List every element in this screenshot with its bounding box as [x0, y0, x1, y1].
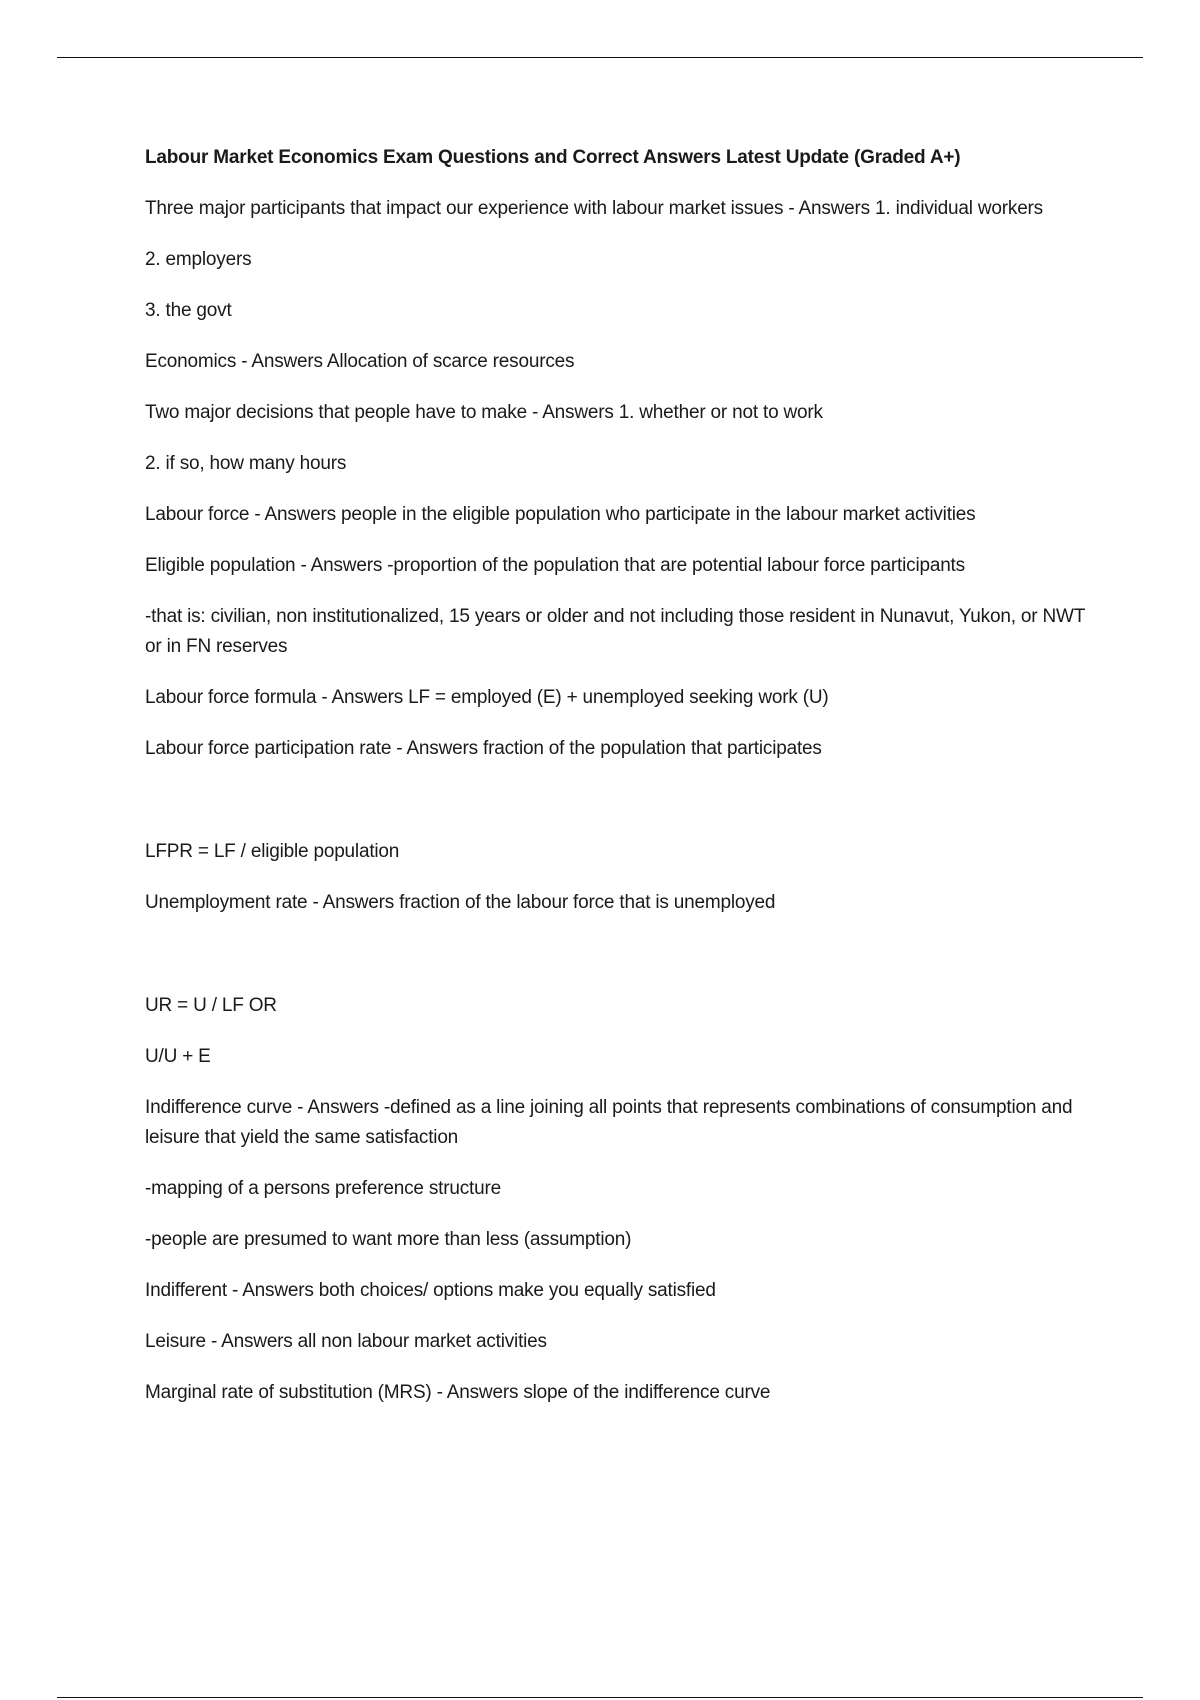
paragraph: -mapping of a persons preference structure	[145, 1178, 501, 1199]
formula-paragraph: UR = U / LF OR	[145, 995, 277, 1016]
paragraph: Labour force - Answers people in the eligible population who participate in the labour market activities	[145, 504, 976, 525]
paragraph: Eligible population - Answers -proportion of the population that are potential labour force participants	[145, 555, 965, 576]
paragraph: 3. the govt	[145, 300, 232, 321]
formula-paragraph: U/U + E	[145, 1046, 211, 1067]
header-rule	[57, 57, 1143, 58]
paragraph: Labour force participation rate - Answers fraction of the population that participates	[145, 738, 822, 759]
paragraph: -that is: civilian, non institutionalized, 15 years or older and not including those resident in Nunavut, Yukon, or NWT or in FN reserves	[145, 606, 1085, 657]
paragraph: 2. if so, how many hours	[145, 453, 347, 474]
paragraph: Marginal rate of substitution (MRS) - Answers slope of the indifference curve	[145, 1382, 771, 1403]
paragraph: 2. employers	[145, 249, 252, 270]
paragraph: Three major participants that impact our experience with labour market issues - Answers 1. individual workers	[145, 198, 1043, 219]
document-body	[145, 144, 1085, 1429]
paragraph: Unemployment rate - Answers fraction of the labour force that is unemployed	[145, 892, 776, 913]
paragraph: Indifferent - Answers both choices/ options make you equally satisfied	[145, 1280, 716, 1301]
document-title: Labour Market Economics Exam Questions and Correct Answers Latest Update (Graded A+)	[145, 147, 961, 168]
paragraph: Labour force formula - Answers LF = employed (E) + unemployed seeking work (U)	[145, 687, 829, 708]
paragraph: Leisure - Answers all non labour market activities	[145, 1331, 547, 1352]
paragraph: Economics - Answers Allocation of scarce resources	[145, 351, 575, 372]
footer-rule	[57, 1697, 1143, 1698]
paragraph: -people are presumed to want more than less (assumption)	[145, 1229, 632, 1250]
formula-paragraph: LFPR = LF / eligible population	[145, 841, 400, 862]
paragraph: Indifference curve - Answers -defined as a line joining all points that represents combinations of consumption and leisure that yield the same satisfaction	[145, 1097, 1073, 1148]
paragraph: Two major decisions that people have to make - Answers 1. whether or not to work	[145, 402, 823, 423]
